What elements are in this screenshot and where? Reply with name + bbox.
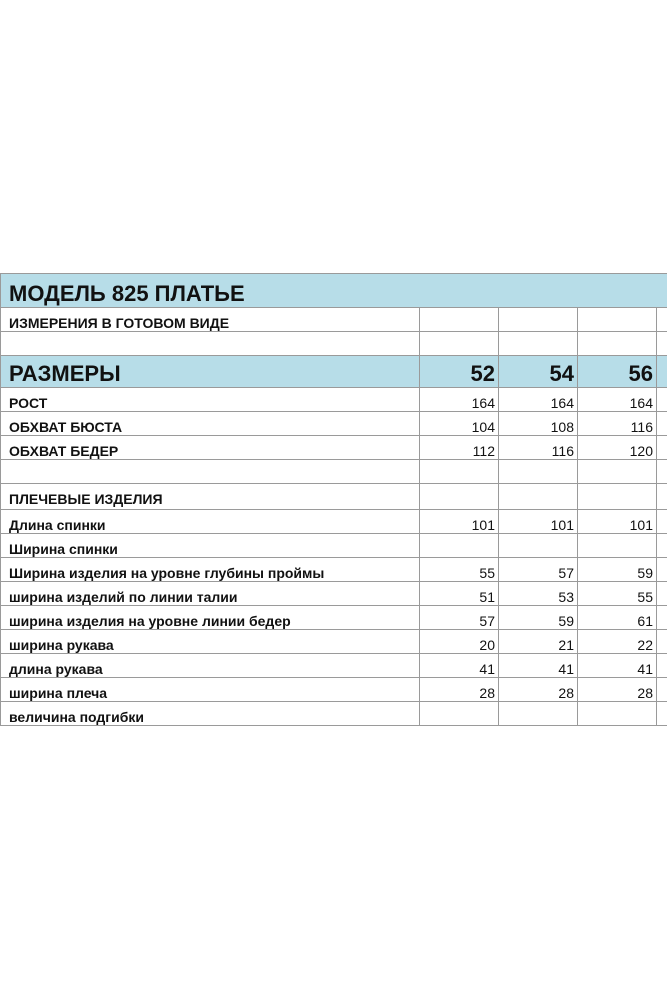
row-label: РОСТ [1, 388, 420, 412]
sizes-label: РАЗМЕРЫ [1, 356, 420, 388]
value-cell [578, 702, 657, 726]
value-cell: 101 [578, 510, 657, 534]
subtitle-row [1, 308, 667, 332]
table-row [1, 702, 667, 726]
value-cell: 101 [420, 510, 499, 534]
value-cell [499, 534, 578, 558]
value-cell: 59 [578, 558, 657, 582]
row-label: Длина спинки [1, 510, 420, 534]
value-cell: 116 [578, 412, 657, 436]
blank-row [1, 332, 667, 356]
value-cell [499, 702, 578, 726]
value-cell [420, 702, 499, 726]
value-cell: 53 [499, 582, 578, 606]
table-row [1, 630, 667, 654]
size-header-cell: 54 [499, 356, 578, 388]
value-cell: 164 [499, 388, 578, 412]
title-row [1, 274, 667, 308]
table-row [1, 412, 667, 436]
table-row [1, 388, 667, 412]
value-cell: 59 [499, 606, 578, 630]
value-cell: 101 [499, 510, 578, 534]
size-header-cell: 52 [420, 356, 499, 388]
garment-measurements [1, 510, 667, 726]
table-row [1, 654, 667, 678]
section-label: ПЛЕЧЕВЫЕ ИЗДЕЛИЯ [1, 484, 420, 510]
value-cell: 164 [578, 388, 657, 412]
row-label: ширина изделия на уровне линии бедер [1, 606, 420, 630]
size-header-cell: 56 [578, 356, 657, 388]
table-row [1, 558, 667, 582]
value-cell: 51 [420, 582, 499, 606]
row-label: Ширина спинки [1, 534, 420, 558]
value-cell: 104 [420, 412, 499, 436]
value-cell: 164 [420, 388, 499, 412]
table-row [1, 534, 667, 558]
row-label: ОБХВАТ БЕДЕР [1, 436, 420, 460]
row-label: ширина рукава [1, 630, 420, 654]
row-label: величина подгибки [1, 702, 420, 726]
value-cell: 112 [420, 436, 499, 460]
body-measurements [1, 388, 667, 460]
value-cell: 41 [420, 654, 499, 678]
value-cell: 57 [499, 558, 578, 582]
value-cell [578, 534, 657, 558]
value-cell: 55 [420, 558, 499, 582]
measurements-subtitle: ИЗМЕРЕНИЯ В ГОТОВОМ ВИДЕ [1, 308, 420, 332]
value-cell: 21 [499, 630, 578, 654]
value-cell: 120 [578, 436, 657, 460]
size-chart-table [0, 273, 667, 726]
row-label: Ширина изделия на уровне глубины проймы [1, 558, 420, 582]
value-cell: 108 [499, 412, 578, 436]
table-row [1, 606, 667, 630]
value-cell: 28 [420, 678, 499, 702]
value-cell: 61 [578, 606, 657, 630]
table-row [1, 436, 667, 460]
row-label: ширина изделий по линии талии [1, 582, 420, 606]
value-cell [420, 534, 499, 558]
section-row [1, 484, 667, 510]
row-label: длина рукава [1, 654, 420, 678]
value-cell: 57 [420, 606, 499, 630]
table-row [1, 678, 667, 702]
value-cell: 20 [420, 630, 499, 654]
table-row [1, 582, 667, 606]
size-chart-sheet [0, 273, 667, 730]
row-label: ширина плеча [1, 678, 420, 702]
value-cell: 22 [578, 630, 657, 654]
value-cell: 41 [499, 654, 578, 678]
value-cell: 41 [578, 654, 657, 678]
model-title: МОДЕЛЬ 825 ПЛАТЬЕ [1, 274, 420, 308]
value-cell: 116 [499, 436, 578, 460]
value-cell: 55 [578, 582, 657, 606]
row-label: ОБХВАТ БЮСТА [1, 412, 420, 436]
sizes-header-row [1, 356, 667, 388]
table-row [1, 510, 667, 534]
value-cell: 28 [578, 678, 657, 702]
blank-row [1, 460, 667, 484]
value-cell: 28 [499, 678, 578, 702]
